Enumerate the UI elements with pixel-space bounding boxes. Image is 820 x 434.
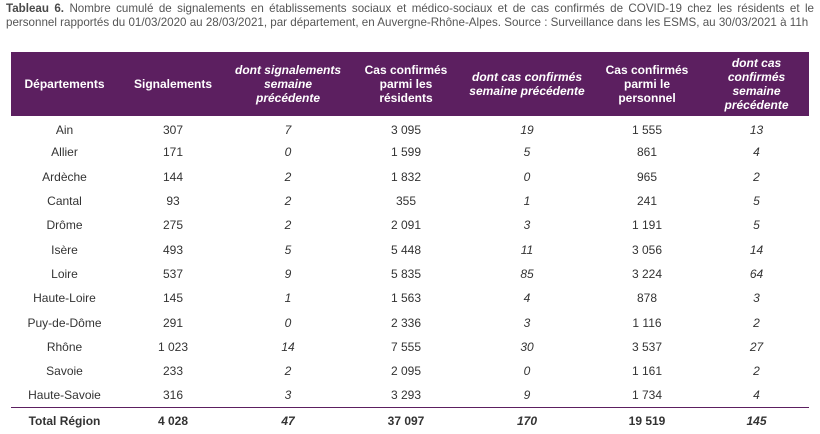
- department-name-cell: Rhône: [46, 339, 83, 354]
- table-cell: 2: [284, 194, 292, 209]
- table-cell: 2: [753, 169, 760, 184]
- table-cell: 965: [636, 169, 658, 184]
- table-cell: 4: [753, 145, 760, 160]
- table-cell: 4: [753, 388, 760, 403]
- table-row: [11, 335, 809, 359]
- table-cell: 5: [753, 218, 760, 233]
- department-name-cell: Savoie: [46, 364, 83, 379]
- table-cell: 145: [162, 291, 184, 306]
- table-cell: 19: [520, 123, 534, 138]
- table-caption: [6, 2, 814, 29]
- table-cell: 2 091: [390, 218, 422, 233]
- data-table-container: [11, 52, 809, 434]
- table-cell: 0: [523, 364, 531, 379]
- table-header-row: [11, 52, 809, 116]
- table-cell: 275: [162, 218, 184, 233]
- header-cas-residents: Cas confirmés parmi les résidents: [364, 63, 448, 105]
- table-cell: 493: [162, 242, 184, 257]
- department-name-cell: Cantal: [47, 194, 82, 209]
- table-cell: 1 734: [631, 388, 663, 403]
- total-cell: 4 028: [118, 408, 228, 434]
- total-cell: 47: [228, 408, 348, 434]
- table-cell: 5 448: [390, 242, 422, 257]
- table-cell: 861: [636, 145, 658, 160]
- table-cell: 241: [636, 194, 658, 209]
- table-cell: 4: [523, 291, 531, 306]
- department-name-cell: Drôme: [46, 218, 83, 233]
- table-cell: 7: [284, 123, 292, 138]
- table-body: [11, 116, 809, 408]
- department-name-cell: Ardèche: [42, 169, 87, 184]
- table-cell: 3 095: [390, 123, 422, 138]
- table-cell: 3: [753, 291, 760, 306]
- table-cell: 93: [166, 194, 180, 209]
- department-name-cell: Loire: [51, 266, 78, 281]
- table-cell: 1 599: [390, 145, 422, 160]
- table-cell: 537: [162, 266, 184, 281]
- table-cell: 1: [284, 291, 292, 306]
- total-cell: 145: [704, 408, 809, 434]
- table-cell: 30: [520, 339, 534, 354]
- table-cell: 233: [162, 364, 184, 379]
- total-cell: Total Région: [11, 408, 118, 434]
- table-cell: 355: [395, 194, 417, 209]
- table-cell: 0: [523, 169, 531, 184]
- table-cell: 5: [753, 194, 760, 209]
- table-cell: 2: [753, 315, 760, 330]
- table-cell: 2: [284, 169, 292, 184]
- table-cell: 2: [284, 218, 292, 233]
- table-cell: 27: [749, 339, 764, 354]
- table-cell: 2: [284, 364, 292, 379]
- table-row: [11, 359, 809, 383]
- header-signalements: Signalements: [133, 77, 213, 91]
- data-table: [11, 52, 809, 434]
- table-cell: 14: [749, 242, 764, 257]
- table-row: [11, 383, 809, 407]
- table-row: [11, 140, 809, 164]
- table-row: [11, 165, 809, 189]
- table-cell: 14: [281, 339, 295, 354]
- department-name-cell: Allier: [51, 145, 78, 160]
- table-cell: 3 293: [390, 388, 422, 403]
- total-cell: 170: [464, 408, 590, 434]
- table-row: [11, 237, 809, 261]
- total-cell: 19 519: [590, 408, 704, 434]
- header-signalements-semaine: dont signalements semaine précédente: [234, 63, 341, 105]
- department-name-cell: Haute-Loire: [33, 291, 96, 306]
- table-row: [11, 310, 809, 334]
- table-cell: 1 832: [390, 169, 422, 184]
- table-cell: 3 224: [631, 266, 663, 281]
- department-name-cell: Ain: [55, 123, 74, 138]
- table-total-row: [11, 408, 809, 434]
- table-row: [11, 286, 809, 310]
- table-cell: 0: [284, 145, 292, 160]
- table-cell: 9: [284, 266, 292, 281]
- table-cell: 13: [749, 123, 764, 138]
- table-cell: 5: [523, 145, 531, 160]
- header-cas-personnel-semaine: dont cas confirmés semaine précédente: [724, 56, 789, 112]
- table-row: [11, 213, 809, 237]
- table-row: [11, 116, 809, 140]
- table-cell: 2: [753, 364, 760, 379]
- table-cell: 2 095: [390, 364, 422, 379]
- header-cas-residents-semaine: dont cas confirmés semaine précédente: [469, 70, 585, 98]
- table-cell: 1: [523, 194, 531, 209]
- table-cell: 7 555: [390, 339, 422, 354]
- department-name-cell: Puy-de-Dôme: [27, 315, 102, 330]
- table-cell: 5 835: [390, 266, 422, 281]
- table-cell: 0: [284, 315, 292, 330]
- table-cell: 2 336: [390, 315, 422, 330]
- table-cell: 1 563: [390, 291, 422, 306]
- header-cas-personnel: Cas confirmés parmi le personnel: [605, 63, 689, 105]
- table-cell: 291: [162, 315, 184, 330]
- table-cell: 171: [162, 145, 184, 160]
- table-cell: 1 116: [632, 315, 662, 330]
- table-cell: 878: [636, 291, 658, 306]
- total-cell: 37 097: [348, 408, 464, 434]
- table-row: [11, 189, 809, 213]
- table-cell: 9: [523, 388, 531, 403]
- table-cell: 3: [523, 218, 531, 233]
- department-name-cell: Haute-Savoie: [28, 388, 101, 403]
- table-cell: 3 056: [631, 242, 663, 257]
- table-cell: 85: [520, 266, 534, 281]
- table-cell: 11: [520, 242, 534, 257]
- table-cell: 1 555: [631, 123, 663, 138]
- table-cell: 307: [162, 123, 184, 138]
- table-cell: 1 023: [157, 339, 189, 354]
- table-cell: 64: [749, 266, 764, 281]
- table-cell: 3: [284, 388, 292, 403]
- table-cell: 1 191: [631, 218, 663, 233]
- department-name-cell: Isère: [51, 242, 78, 257]
- caption-label: Tableau 6.: [6, 2, 65, 15]
- table-row: [11, 262, 809, 286]
- table-cell: 3 537: [631, 339, 663, 354]
- caption-text: Nombre cumulé de signalements en établissements sociaux et médico-sociaux et de cas confirmés de COVID-19 chez les résidents et le personnel rapportés du 01/03/2020 au 28/03/2021, par département, en Auvergne-Rhône-Alpes. Source : Surveillance dans les ESMS, au 30/03/2021 à 11h: [6, 2, 814, 29]
- table-cell: 5: [284, 242, 292, 257]
- table-cell: 316: [162, 388, 184, 403]
- table-cell: 3: [523, 315, 531, 330]
- table-cell: 144: [162, 169, 184, 184]
- header-departements: Départements: [24, 77, 105, 91]
- table-cell: 1 161: [631, 364, 663, 379]
